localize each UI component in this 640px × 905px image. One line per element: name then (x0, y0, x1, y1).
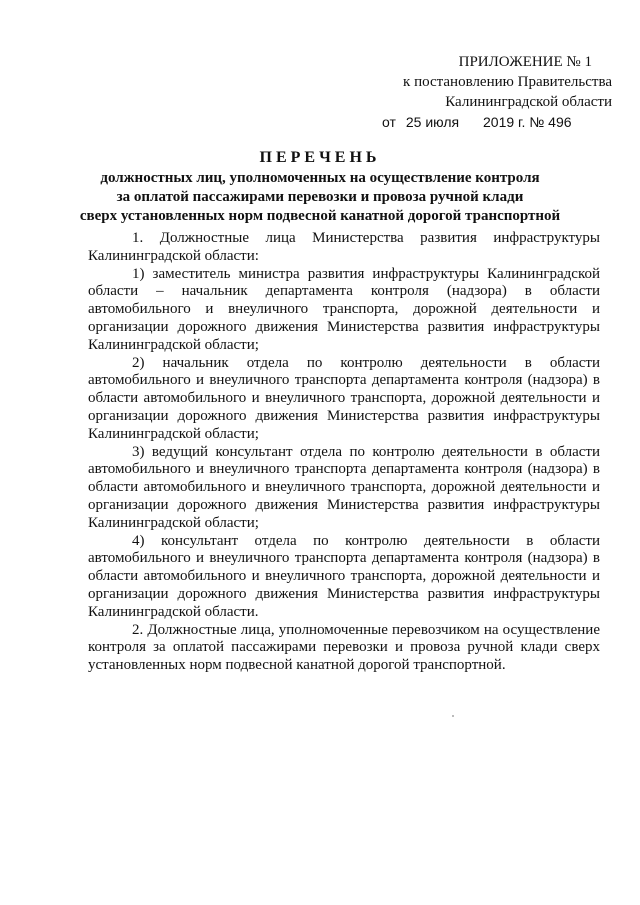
paragraph-subitem-4: 4) консультант отдела по контролю деятельности в области автомобильного и внеуличного транспорта департамента контроля (надзора) в области автомобильного и внеуличного транспорта, дорожной деятельности и организации дорожного движения Министерства развития инфраструктуры Калининградской области. (88, 532, 600, 620)
date-day: 25 (405, 114, 422, 130)
page-title: ПЕРЕЧЕНЬ (259, 149, 381, 166)
date-year: 2019 г. (483, 114, 526, 130)
paragraph-subitem-3: 3) ведущий консультант отдела по контролю деятельности в области автомобильного и внеуличного транспорта департамента контроля (надзора) в области автомобильного и внеуличного транспорта, дорожной деятельности и организации дорожного движения Министерства развития инфраструктуры Калининградской области; (88, 443, 600, 531)
date-month: июля (425, 114, 460, 130)
appendix-title: ПРИЛОЖЕНИЕ № 1 (458, 54, 592, 70)
number-prefix: № (529, 114, 545, 130)
subtitle-line: сверх установленных норм подвесной канатной дорогой транспортной (79, 208, 561, 224)
subtitle-line: за оплатой пассажирами перевозки и провоза ручной клади (116, 189, 524, 205)
document-heading (0, 147, 640, 226)
paragraph-subitem-2: 2) начальник отдела по контролю деятельности в области автомобильного и внеуличного транспорта департамента контроля (надзора) в области автомобильного и внеуличного транспорта, дорожной деятельности и организации дорожного движения Министерства развития инфраструктуры Калининградской области; (88, 354, 600, 442)
appendix-date-line (382, 112, 612, 132)
date-prefix: от (382, 114, 396, 130)
paragraph-item-2: 2. Должностные лица, уполномоченные перевозчиком на осуществление контроля за оплатой пассажирами перевозки и провоза ручной клади сверх установленных норм подвесной канатной дорогой транспортной. (88, 621, 600, 674)
appendix-line-2: Калининградской области (445, 94, 612, 110)
paragraph-item-1: 1. Должностные лица Министерства развития инфраструктуры Калининградской области: (88, 230, 600, 264)
appendix-line-1: к постановлению Правительства (403, 74, 612, 90)
scan-artifact (452, 715, 454, 717)
document-body (88, 230, 600, 675)
document-number: 496 (548, 114, 572, 130)
paragraph-subitem-1: 1) заместитель министра развития инфраструктуры Калининградской области – начальник департамента контроля (надзора) в области автомобильного и внеуличного транспорта, дорожной деятельности и организации дорожного движения Министерства развития инфраструктуры Калининградской области; (88, 265, 600, 353)
appendix-header (382, 52, 612, 132)
subtitle-line: должностных лиц, уполномоченных на осуществление контроля (100, 170, 540, 186)
